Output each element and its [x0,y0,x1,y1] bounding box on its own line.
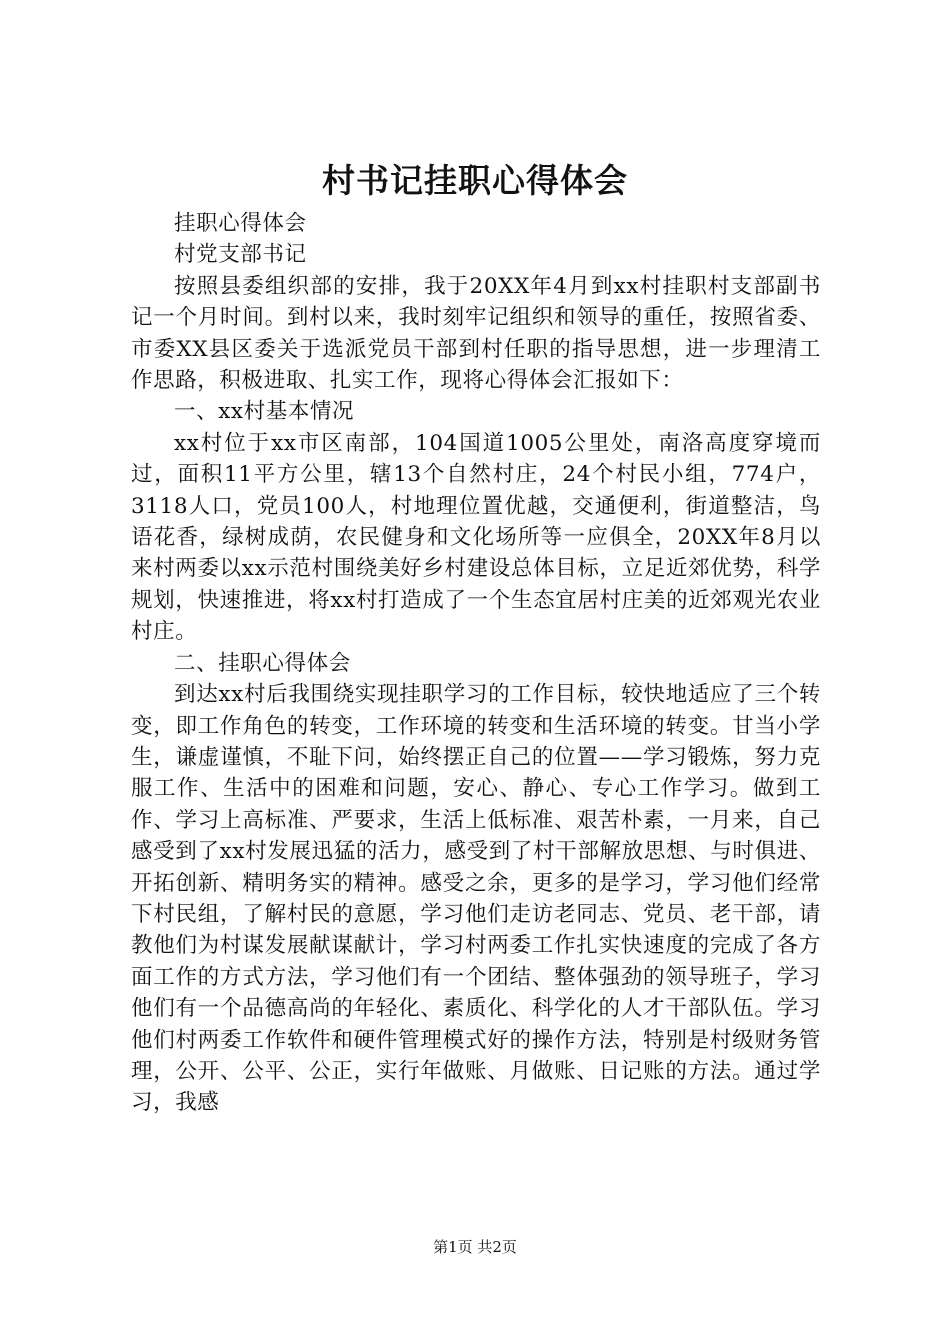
paragraph-subtitle: 挂职心得体会 [174,211,307,236]
document-title: 村书记挂职心得体会 [322,161,628,200]
document-body [131,208,821,1119]
section-heading-2: 二、挂职心得体会 [174,650,351,676]
paragraph-intro: 按照县委组织部的安排，我于20XX年4月到xx村挂职村支部副书记一个月时间。到村以来，我时刻牢记组织和领导的重任，按照省委、市委XX县区委关于选派党员干部到村任职的指导思想，进一步理清工作思路，积极进取、扎实工作，现将心得体会汇报如下： [131,273,821,394]
page-number: 第1页 共2页 [433,1238,517,1256]
paragraph-experience: 到达xx村后我围绕实现挂职学习的工作目标，较快地适应了三个转变，即工作角色的转变，工作环境的转变和生活环境的转变。甘当小学生，谦虚谨慎，不耻下问，始终摆正自己的位置——学习锻炼，努力克服工作、生活中的困难和问题，安心、静心、专心工作学习。做到工作、学习上高标准、严要求，生活上低标准、艰苦朴素，一月来，自己感受到了xx村发展迅猛的活力，感受到了村干部解放思想、与时俱进、开拓创新、精明务实的精神。感受之余，更多的是学习，学习他们经常下村民组，了解村民的意愿，学习他们走访老同志、党员、老干部，请教他们为村谋发展献谋献计，学习村两委工作扎实快速度的完成了各方面工作的方式方法，学习他们有一个团结、整体强劲的领导班子，学习他们有一个品德高尚的年轻化、素质化、科学化的人才干部队伍。学习他们村两委工作软件和硬件管理模式好的操作方法，特别是村级财务管理，公开、公平、公正，实行年做账、月做账、日记账的方法。通过学习，我感 [131,682,821,1116]
paragraph-village-info: xx村位于xx市区南部，104国道1005公里处，南洛高度穿境而过，面积11平方公里，辖13个自然村庄，24个村民小组，774户，3118人口，党员100人，村地理位置优越，交通便利，街道整洁，鸟语花香，绿树成荫，农民健身和文化场所等一应俱全，20XX年8月以来村两委以xx示范村围绕美好乡村建设总体目标，立足近郊优势，科学规划，快速推进，将xx村打造成了一个生态宜居村庄美的近郊观光农业村庄。 [131,430,821,645]
section-heading-1: 一、xx村基本情况 [174,399,355,425]
paragraph-author: 村党支部书记 [174,242,307,268]
